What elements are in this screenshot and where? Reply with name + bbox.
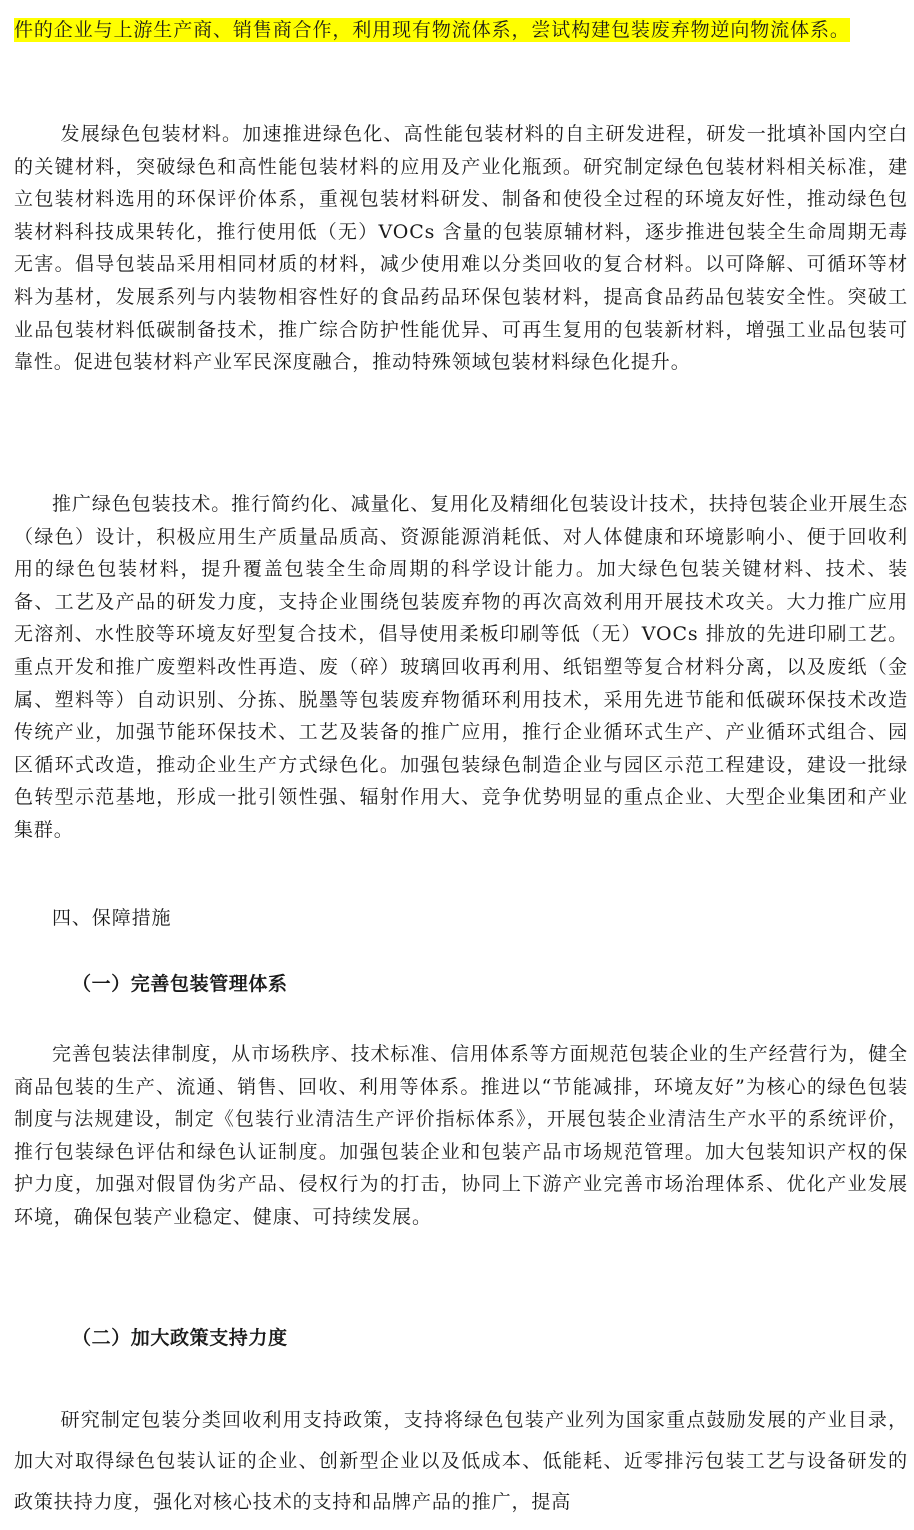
highlighted-paragraph — [14, 14, 908, 47]
subsection-two-title: （二）加大政策支持力度 — [72, 1327, 288, 1349]
paragraph-green-technology: 推广绿色包装技术。推行简约化、减量化、复用化及精细化包装设计技术，扶持包装企业开展生态（绿色）设计，积极应用生产质量品质高、资源能源消耗低、对人体健康和环境影响小、便于回收利用的绿色包装材料，提升覆盖包装全生命周期的科学设计能力。加大绿色包装关键材料、技术、装备、工艺及产品的研发力度，支持企业围绕包装废弃物的再次高效利用开展技术攻关。大力推广应用无溶剂、水性胶等环境友好型复合技术，倡导使用柔板印刷等低（无）VOCs 排放的先进印刷工艺。重点开发和推广废塑料改性再造、废（碎）玻璃回收再利用、纸铝塑等复合材料分离，以及废纸（金属、塑料等）自动识别、分拣、脱墨等包装废弃物循环利用技术，采用先进节能和低碳环保技术改造传统产业，加强节能环保技术、工艺及装备的推广应用，推行企业循环式生产、产业循环式组合、园区循环式改造，推动企业生产方式绿色化。加强包装绿色制造企业与园区示范工程建设，建设一批绿色转型示范基地，形成一批引领性强、辐射作用大、竞争优势明显的重点企业、大型企业集团和产业集群。 — [14, 493, 908, 841]
subsection-one-title: （一）完善包装管理体系 — [72, 973, 288, 995]
section-four-title: 四、保障措施 — [52, 907, 172, 929]
highlighted-text: 件的企业与上游生产商、销售商合作，利用现有物流体系，尝试构建包装废弃物逆向物流体系。 — [14, 19, 850, 41]
paragraph-green-materials: 发展绿色包装材料。加速推进绿色化、高性能包装材料的自主研发进程，研发一批填补国内空白的关键材料，突破绿色和高性能包装材料的应用及产业化瓶颈。研究制定绿色包装材料相关标准，建立包装材料选用的环保评价体系，重视包装材料研发、制备和使役全过程的环境友好性，推动绿色包装材料科技成果转化，推行使用低（无）VOCs 含量的包装原辅材料，逐步推进包装全生命周期无毒无害。倡导包装品采用相同材质的材料，减少使用难以分类回收的复合材料。以可降解、可循环等材料为基材，发展系列与内装物相容性好的食品药品环保包装材料，提高食品药品包装安全性。突破工业品包装材料低碳制备技术，推广综合防护性能优异、可再生复用的包装新材料，增强工业品包装可靠性。促进包装材料产业军民深度融合，推动特殊领域包装材料绿色化提升。 — [14, 123, 908, 374]
paragraph-policy: 研究制定包装分类回收利用支持政策，支持将绿色包装产业列为国家重点鼓励发展的产业目录，加大对取得绿色包装认证的企业、创新型企业以及低成本、低能耗、近零排污包装工艺与设备研发的政策扶持力度，强化对核心技术的支持和品牌产品的推广，提高 — [14, 1409, 908, 1513]
paragraph-management: 完善包装法律制度，从市场秩序、技术标准、信用体系等方面规范包装企业的生产经营行为，健全商品包装的生产、流通、销售、回收、利用等体系。推进以“节能减排，环境友好”为核心的绿色包装制度与法规建设，制定《包装行业清洁生产评价指标体系》，开展包装企业清洁生产水平的系统评价，推行包装绿色评估和绿色认证制度。加强包装企业和包装产品市场规范管理。加大包装知识产权的保护力度，加强对假冒伪劣产品、侵权行为的打击，协同上下游产业完善市场治理体系、优化产业发展环境，确保包装产业稳定、健康、可持续发展。 — [14, 1043, 908, 1228]
